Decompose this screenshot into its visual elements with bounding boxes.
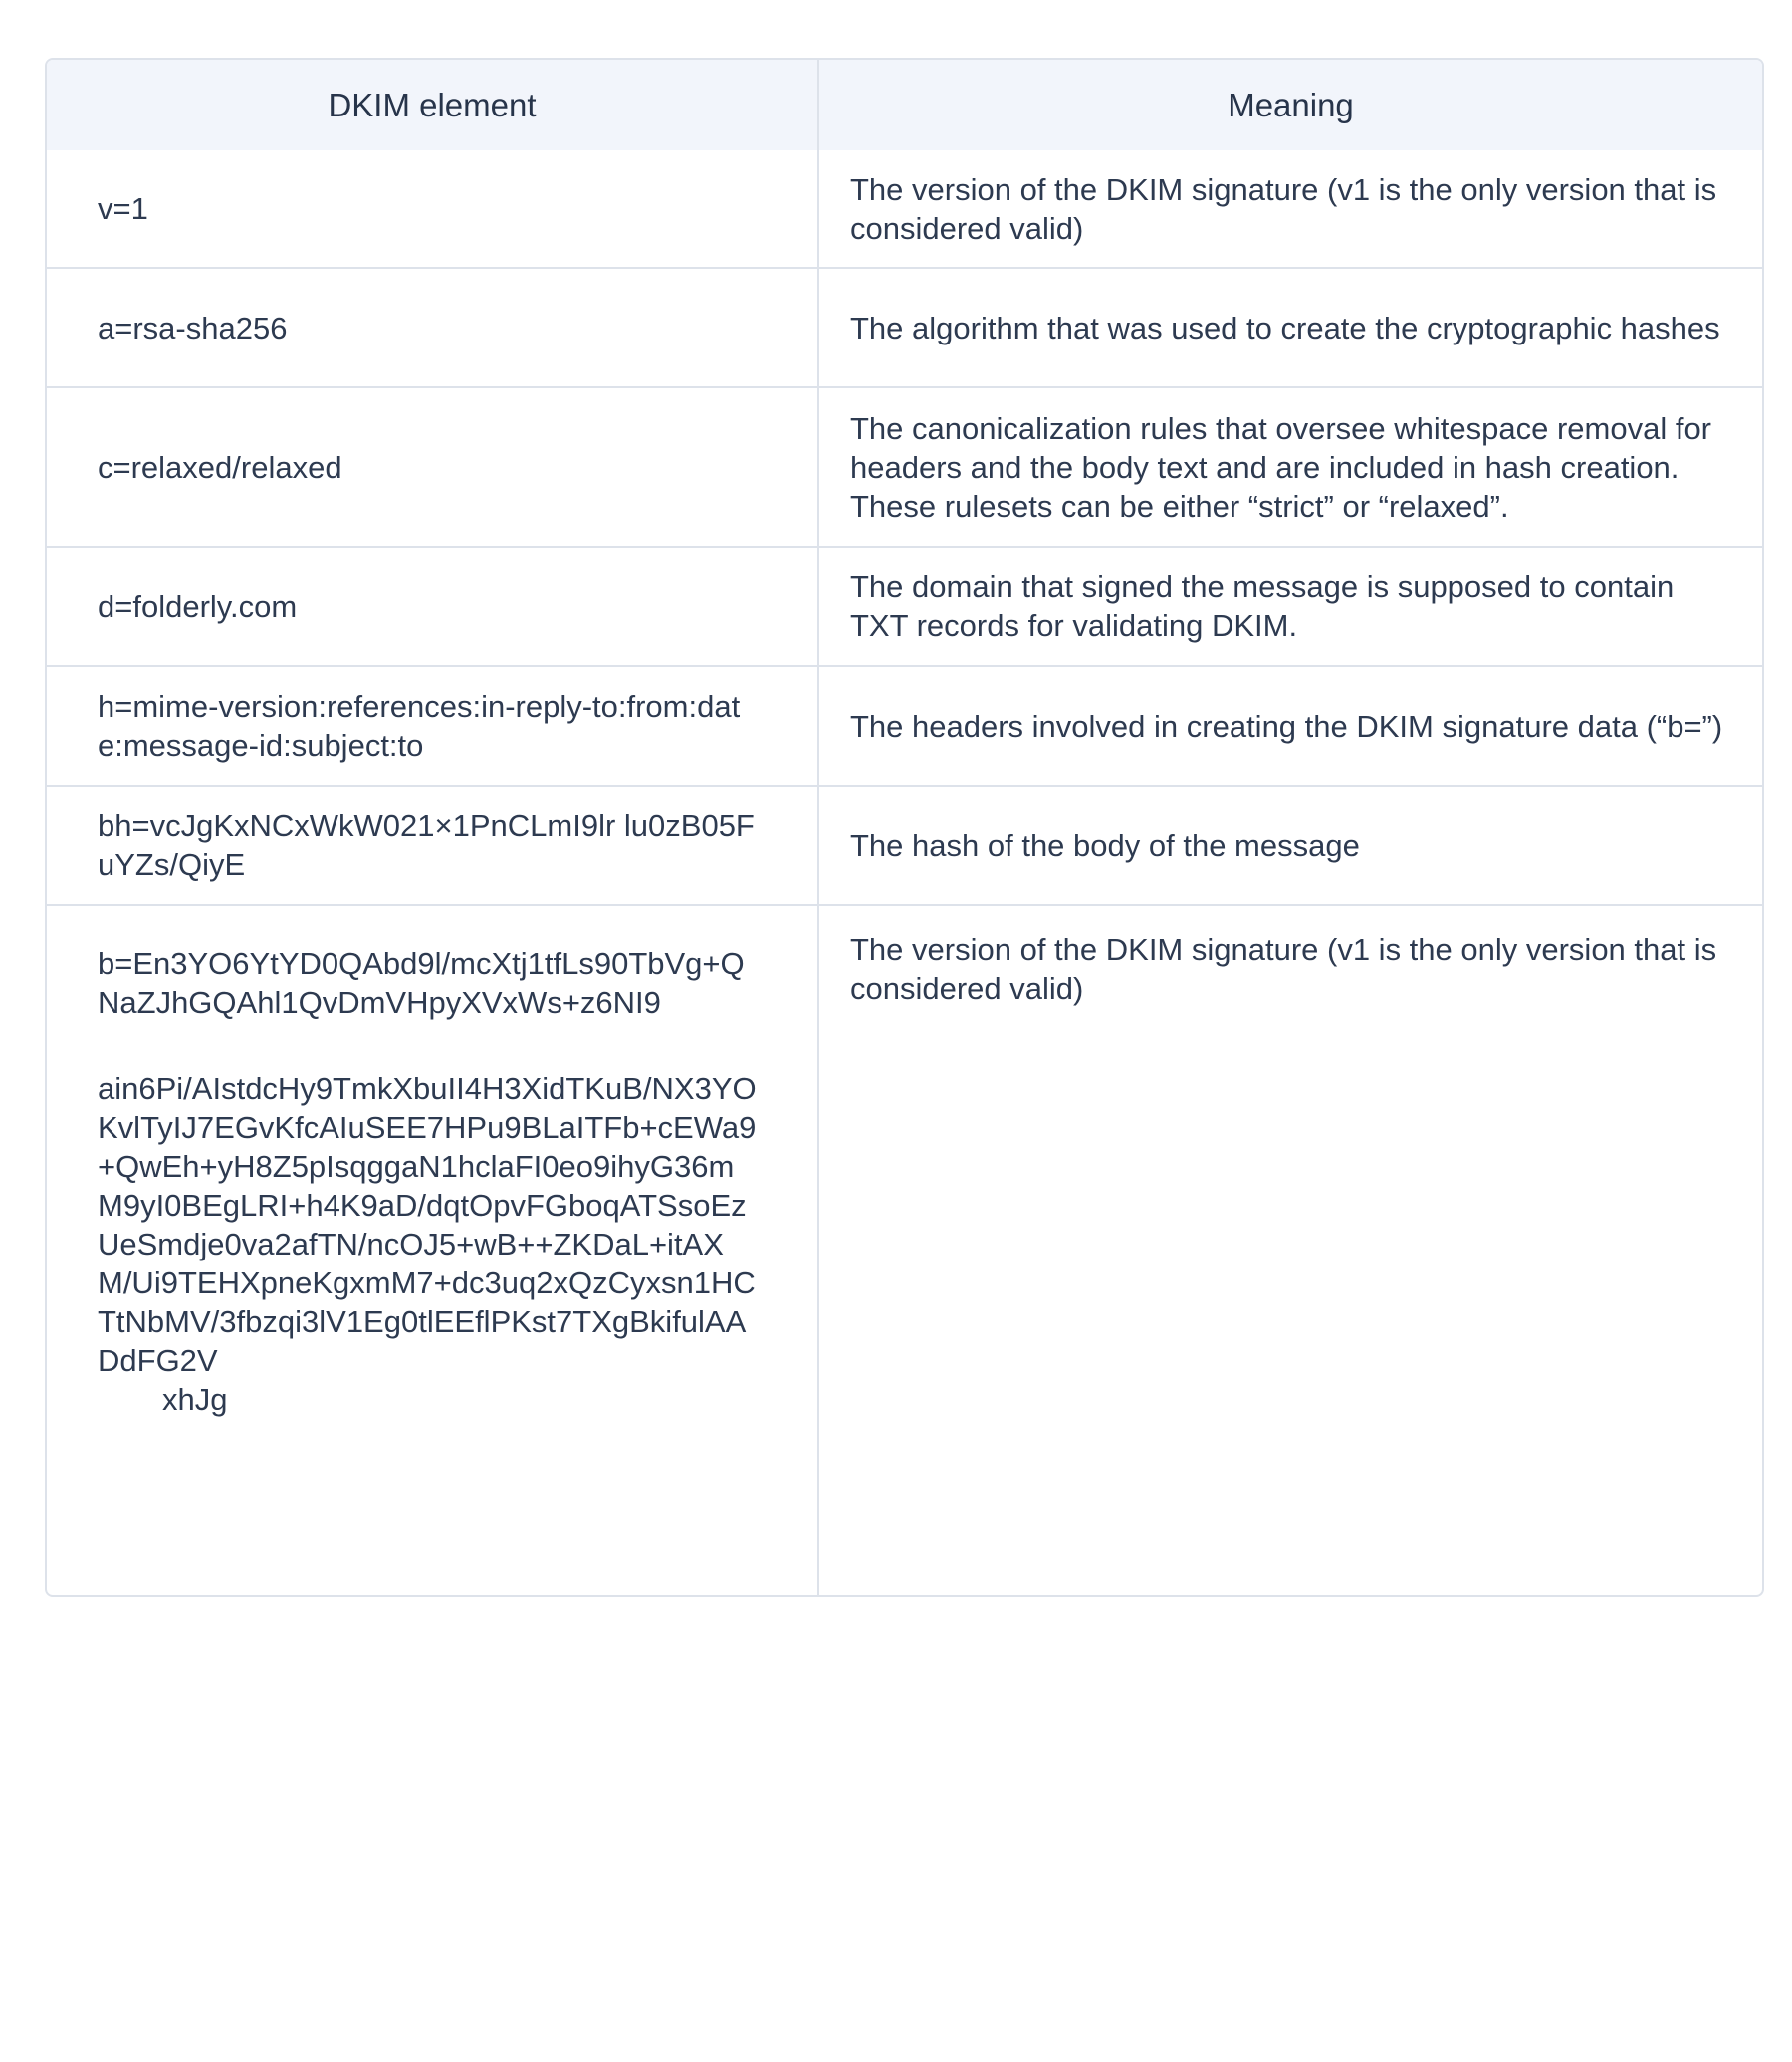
table-row	[47, 150, 1762, 267]
signature-gap	[98, 1022, 758, 1069]
table-row	[47, 665, 1762, 785]
meaning-cell: The version of the DKIM signature (v1 is the only version that is considered valid)	[819, 904, 1762, 1595]
table-row	[47, 904, 1762, 1595]
meaning-cell: The version of the DKIM signature (v1 is the only version that is considered valid)	[850, 171, 1717, 246]
table-header-row	[47, 60, 1762, 150]
dkim-element-cell: bh=vcJgKxNCxWkW021×1PnCLmI9lr lu0zB05FuYZs/QiyE	[47, 785, 819, 904]
meaning-cell: The headers involved in creating the DKIM signature data (“b=”)	[819, 665, 1762, 785]
dkim-element-cell: a=rsa-sha256	[47, 267, 819, 386]
dkim-element-cell: c=relaxed/relaxed	[47, 386, 819, 546]
meaning-cell: The algorithm that was used to create the cryptographic hashes	[819, 267, 1762, 386]
signature-part-1: b=En3YO6YtYD0QAbd9l/mcXtj1tfLs90TbVg+QNaZJhGQAhl1QvDmVHpyXVxWs+z6NI9	[98, 946, 745, 1020]
dkim-element-cell: h=mime-version:references:in-reply-to:from:date:message-id:subject:to	[47, 665, 819, 785]
dkim-signature-cell	[47, 904, 819, 1595]
table-row	[47, 546, 1762, 665]
dkim-table	[45, 58, 1764, 1597]
column-header-meaning: Meaning	[819, 60, 1762, 150]
table-row	[47, 386, 1762, 546]
dkim-table-container	[45, 58, 1760, 1597]
meaning-cell: The hash of the body of the message	[819, 785, 1762, 904]
signature-part-2: ain6Pi/AIstdcHy9TmkXbuII4H3XidTKuB/NX3YOKvlTyIJ7EGvKfcAIuSEE7HPu9BLaITFb+cEWa9+QwEh+yH8Z5pIsqggaN1hclaFI0eo9ihyG36mM9yI0BEgLRI+h4K9aD/dqtOpvFGboqATSsoEzUeSmdje0va2afTN/ncOJ5+wB++ZKDaL+itAXM/Ui9TEHXpneKgxmM7+dc3uq2xQzCyxsn1HCTtNbMV/3fbzqi3lV1Eg0tlEEflPKst7TXgBkifulAADdFG2V	[98, 1071, 757, 1378]
meaning-cell: The domain that signed the message is supposed to contain TXT records for validating DKIM.	[819, 546, 1762, 665]
table-row	[47, 267, 1762, 386]
signature-part-3: xhJg	[162, 1382, 228, 1417]
column-header-element: DKIM element	[47, 60, 819, 150]
dkim-element-cell: v=1	[47, 150, 819, 267]
dkim-element-cell: d=folderly.com	[47, 546, 819, 665]
meaning-cell: The canonicalization rules that oversee whitespace removal for headers and the body text and are included in hash creation. These rulesets can be either “strict” or “relaxed”.	[819, 386, 1762, 546]
table-row	[47, 785, 1762, 904]
